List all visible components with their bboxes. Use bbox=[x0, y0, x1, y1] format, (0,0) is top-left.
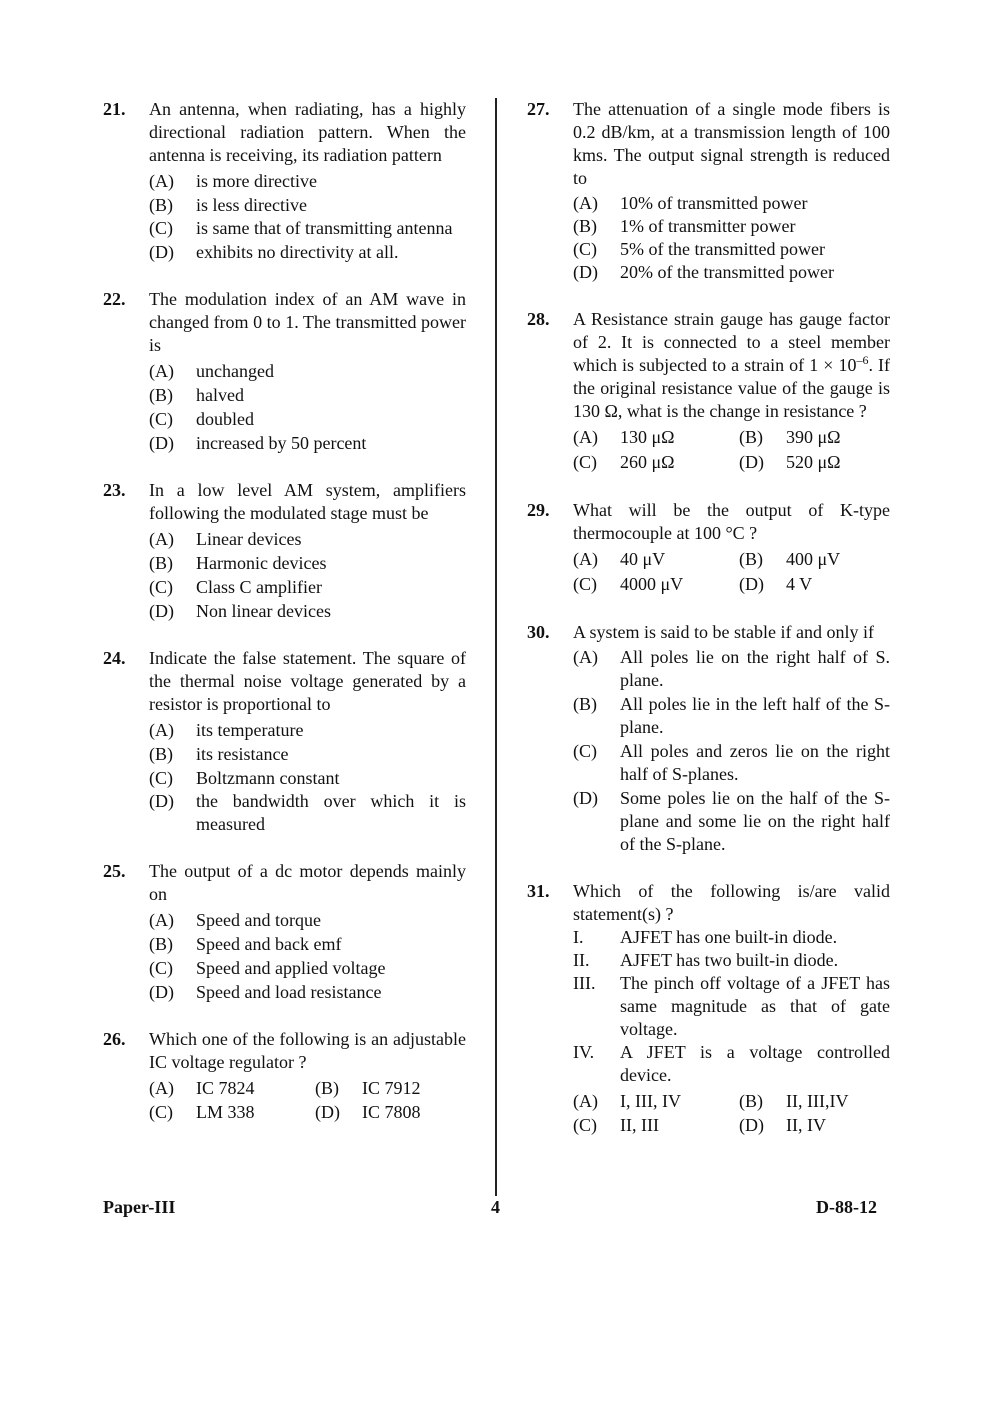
option-b: (B) is less directive bbox=[149, 195, 307, 215]
option-b: (B) its resistance bbox=[149, 744, 289, 764]
option-d: (D) Non linear devices bbox=[149, 601, 331, 621]
question-number: 31. bbox=[527, 881, 550, 901]
option-c: (C) 260 μΩ bbox=[573, 452, 675, 472]
option-d: (D) exhibits no directivity at all. bbox=[149, 242, 399, 262]
question-stem: The modulation index of an AM wave in changed from 0 to 1. The transmitted power is bbox=[149, 289, 466, 355]
paper-label: Paper-III bbox=[103, 1197, 176, 1217]
option-c: (C) II, III bbox=[573, 1115, 659, 1135]
statement-i: I. AJFET has one built-in diode. bbox=[573, 927, 838, 947]
question-number: 22. bbox=[103, 289, 126, 309]
option-a: (A) 130 μΩ bbox=[573, 427, 675, 447]
option-b: (B) 390 μΩ bbox=[739, 427, 841, 447]
question-stem: Which of the following is/are valid statement(s) ? bbox=[573, 881, 890, 924]
option-b: (B) II, III,IV bbox=[739, 1091, 849, 1111]
option-a: (A) All poles lie on the right half of S. plane. bbox=[573, 647, 890, 690]
option-d: (D) 20% of the transmitted power bbox=[573, 262, 834, 282]
question-number: 27. bbox=[527, 99, 550, 119]
column-divider bbox=[495, 98, 497, 1196]
question-stem: What will be the output of K-type thermocouple at 100 °C ? bbox=[573, 500, 890, 543]
option-d: (D) Speed and load resistance bbox=[149, 982, 382, 1002]
option-d: (D) Some poles lie on the half of the S-plane and some lie on the right half of the S-plane. bbox=[573, 788, 890, 854]
question-number: 30. bbox=[527, 622, 550, 642]
option-a: (A) 10% of transmitted power bbox=[573, 193, 808, 213]
question-29 bbox=[527, 499, 890, 597]
question-number: 25. bbox=[103, 861, 126, 881]
question-stem: Indicate the false statement. The square of the thermal noise voltage generated by a resistor is proportional to bbox=[149, 648, 466, 714]
question-27 bbox=[527, 98, 890, 284]
option-a: (A) its temperature bbox=[149, 720, 304, 740]
option-d: (D) 4 V bbox=[739, 574, 813, 594]
option-c: (C) Class C amplifier bbox=[149, 577, 322, 597]
question-28 bbox=[527, 308, 890, 475]
question-25 bbox=[103, 860, 466, 1004]
option-b: (B) IC 7912 bbox=[315, 1078, 421, 1098]
question-22 bbox=[103, 288, 466, 455]
option-b: (B) 400 μV bbox=[739, 549, 841, 569]
option-c: (C) Boltzmann constant bbox=[149, 768, 340, 788]
option-a: (A) Linear devices bbox=[149, 529, 302, 549]
question-number: 26. bbox=[103, 1029, 126, 1049]
option-d: (D) increased by 50 percent bbox=[149, 433, 367, 453]
option-d: (D) the bandwidth over which it is measured bbox=[149, 791, 466, 834]
statement-iii: III. The pinch off voltage of a JFET has same magnitude as that of gate voltage. bbox=[573, 973, 890, 1039]
question-number: 21. bbox=[103, 99, 126, 119]
option-c: (C) doubled bbox=[149, 409, 254, 429]
option-b: (B) All poles lie in the left half of the S-plane. bbox=[573, 694, 890, 737]
page-number: 4 bbox=[491, 1197, 500, 1217]
option-b: (B) Harmonic devices bbox=[149, 553, 327, 573]
option-b: (B) 1% of transmitter power bbox=[573, 216, 796, 236]
question-23 bbox=[103, 479, 466, 623]
question-stem: An antenna, when radiating, has a highly directional radiation pattern. When the antenna is receiving, its radiation pattern bbox=[149, 99, 466, 165]
right-column bbox=[527, 98, 890, 1161]
question-number: 24. bbox=[103, 648, 126, 668]
question-stem: In a low level AM system, amplifiers following the modulated stage must be bbox=[149, 480, 466, 523]
question-stem: A system is said to be stable if and only if bbox=[573, 622, 874, 642]
option-a: (A) I, III, IV bbox=[573, 1091, 681, 1111]
question-24 bbox=[103, 647, 466, 836]
option-b: (B) halved bbox=[149, 385, 244, 405]
option-c: (C) is same that of transmitting antenna bbox=[149, 218, 453, 238]
option-a: (A) IC 7824 bbox=[149, 1078, 255, 1098]
question-stem: A Resistance strain gauge has gauge factor of 2. It is connected to a steel member which is subjected to a strain of $1 \times 10^{-6}$. If the original resistance value of the gauge is 130 Ω, what is the change in resistance ? bbox=[573, 309, 890, 421]
option-c: (C) LM 338 bbox=[149, 1102, 255, 1122]
question-26 bbox=[103, 1028, 466, 1124]
option-d: (D) IC 7808 bbox=[315, 1102, 421, 1122]
option-a: (A) Speed and torque bbox=[149, 910, 321, 930]
statement-iv: IV. A JFET is a voltage controlled device. bbox=[573, 1042, 890, 1085]
option-a: (A) is more directive bbox=[149, 171, 317, 191]
statement-ii: II. AJFET has two built-in diode. bbox=[573, 950, 839, 970]
option-b: (B) Speed and back emf bbox=[149, 934, 342, 954]
option-d: (D) 520 μΩ bbox=[739, 452, 841, 472]
question-number: 23. bbox=[103, 480, 126, 500]
question-number: 28. bbox=[527, 309, 550, 329]
question-30 bbox=[527, 621, 890, 856]
question-stem: Which one of the following is an adjustable IC voltage regulator ? bbox=[149, 1029, 466, 1072]
question-31 bbox=[527, 880, 890, 1137]
question-stem: The attenuation of a single mode fibers is 0.2 dB/km, at a transmission length of 100 kms. The output signal strength is reduced to bbox=[573, 99, 890, 188]
question-stem: The output of a dc motor depends mainly on bbox=[149, 861, 466, 904]
question-number: 29. bbox=[527, 500, 550, 520]
left-column bbox=[103, 98, 466, 1148]
option-c: (C) 5% of the transmitted power bbox=[573, 239, 825, 259]
option-c: (C) All poles and zeros lie on the right half of S-planes. bbox=[573, 741, 890, 784]
option-d: (D) II, IV bbox=[739, 1115, 826, 1135]
option-a: (A) 40 μV bbox=[573, 549, 666, 569]
question-21 bbox=[103, 98, 466, 264]
paper-code: D-88-12 bbox=[816, 1197, 877, 1217]
option-a: (A) unchanged bbox=[149, 361, 274, 381]
option-c: (C) 4000 μV bbox=[573, 574, 684, 594]
option-c: (C) Speed and applied voltage bbox=[149, 958, 386, 978]
